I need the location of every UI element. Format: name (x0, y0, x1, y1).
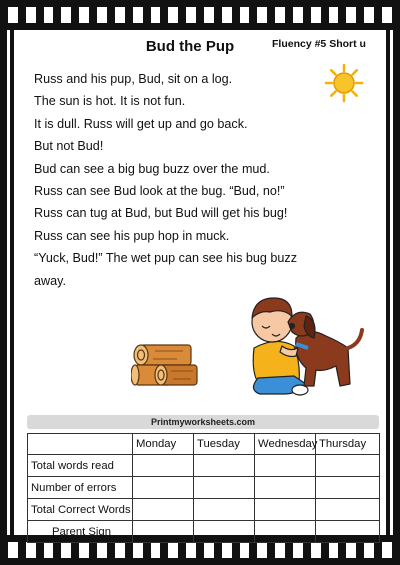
left-border (0, 30, 14, 535)
entry-cell[interactable] (255, 455, 316, 477)
border-tile (291, 6, 305, 24)
border-tile (95, 6, 109, 24)
table-header-wednesday: Wednesday (255, 434, 316, 455)
story-line: away. (34, 273, 66, 288)
story-line: It is dull. Russ will get up and go back. (34, 116, 248, 131)
border-tile (166, 6, 180, 24)
border-tile (380, 541, 394, 559)
border-tile (327, 541, 341, 559)
fluency-tracking-table (27, 433, 380, 543)
story-line: Russ can see Bud look at the bug. “Bud, no!” (34, 183, 285, 198)
border-tile (77, 6, 91, 24)
border-tile (273, 541, 287, 559)
border-tile (344, 541, 358, 559)
border-tile (131, 541, 145, 559)
entry-cell[interactable] (255, 499, 316, 521)
table-row (28, 477, 380, 499)
border-tile (362, 541, 376, 559)
row-label-number-of-errors: Number of errors (28, 477, 133, 499)
border-tile (255, 6, 269, 24)
story-text (34, 68, 374, 292)
border-tile (6, 541, 20, 559)
table-header-row (28, 434, 380, 455)
border-tile (327, 6, 341, 24)
story-line: “Yuck, Bud!” The wet pup can see his bug buzz (34, 251, 297, 266)
border-tile (24, 541, 38, 559)
border-tile (184, 541, 198, 559)
entry-cell[interactable] (133, 521, 194, 543)
entry-cell[interactable] (133, 499, 194, 521)
border-tile (362, 6, 376, 24)
entry-cell[interactable] (316, 499, 380, 521)
story-line: Russ and his pup, Bud, sit on a log. (34, 72, 233, 86)
row-label-total-correct-words: Total Correct Words (28, 499, 133, 521)
right-border (386, 30, 400, 535)
border-tile (131, 6, 145, 24)
border-tile (309, 6, 323, 24)
border-tile (291, 541, 305, 559)
row-label-total-words-read: Total words read (28, 455, 133, 477)
story-line: Russ can see his pup hop in muck. (34, 228, 230, 243)
border-tile (113, 6, 127, 24)
border-tile (344, 6, 358, 24)
border-tile (238, 6, 252, 24)
border-tile (220, 541, 234, 559)
log-pile-icon (131, 343, 203, 389)
table-header-monday: Monday (133, 434, 194, 455)
story-line: Russ can tug at Bud, but Bud will get his bug! (34, 206, 288, 221)
table-row (28, 521, 380, 543)
entry-cell[interactable] (255, 521, 316, 543)
story-line: The sun is hot. It is not fun. (34, 94, 186, 109)
border-tile (202, 541, 216, 559)
border-tile (6, 6, 20, 24)
entry-cell[interactable] (255, 477, 316, 499)
worksheet-content (14, 30, 386, 538)
page-title: Bud the Pup (145, 38, 235, 55)
table-header-blank (28, 434, 133, 455)
border-tile (184, 6, 198, 24)
border-tile (59, 541, 73, 559)
website-banner: Printmyworksheets.com (27, 415, 379, 429)
top-border (0, 0, 400, 30)
border-tile (24, 6, 38, 24)
row-label-parent-sign: Parent Sign (28, 521, 133, 543)
border-tile (113, 541, 127, 559)
border-tile (149, 541, 163, 559)
table-header-tuesday: Tuesday (194, 434, 255, 455)
entry-cell[interactable] (316, 521, 380, 543)
border-tile (255, 541, 269, 559)
border-tile (380, 6, 394, 24)
border-tile (95, 541, 109, 559)
page-subtitle: Fluency #5 Short u (272, 38, 366, 50)
table-row (28, 455, 380, 477)
table-row (28, 499, 380, 521)
border-tile (202, 6, 216, 24)
entry-cell[interactable] (133, 477, 194, 499)
story-line: But not Bud! (34, 139, 104, 154)
entry-cell[interactable] (194, 521, 255, 543)
border-tile (273, 6, 287, 24)
entry-cell[interactable] (194, 455, 255, 477)
entry-cell[interactable] (316, 455, 380, 477)
border-tile (220, 6, 234, 24)
table-header-thursday: Thursday (316, 434, 380, 455)
story-line: Bud can see a big bug buzz over the mud. (34, 161, 270, 176)
entry-cell[interactable] (194, 477, 255, 499)
border-tile (59, 6, 73, 24)
border-tile (42, 6, 56, 24)
border-tile (149, 6, 163, 24)
entry-cell[interactable] (194, 499, 255, 521)
entry-cell[interactable] (133, 455, 194, 477)
border-tile (77, 541, 91, 559)
border-tile (238, 541, 252, 559)
border-tile (309, 541, 323, 559)
entry-cell[interactable] (316, 477, 380, 499)
boy-hugging-dog-illustration (236, 286, 364, 396)
border-tile (42, 541, 56, 559)
border-tile (166, 541, 180, 559)
